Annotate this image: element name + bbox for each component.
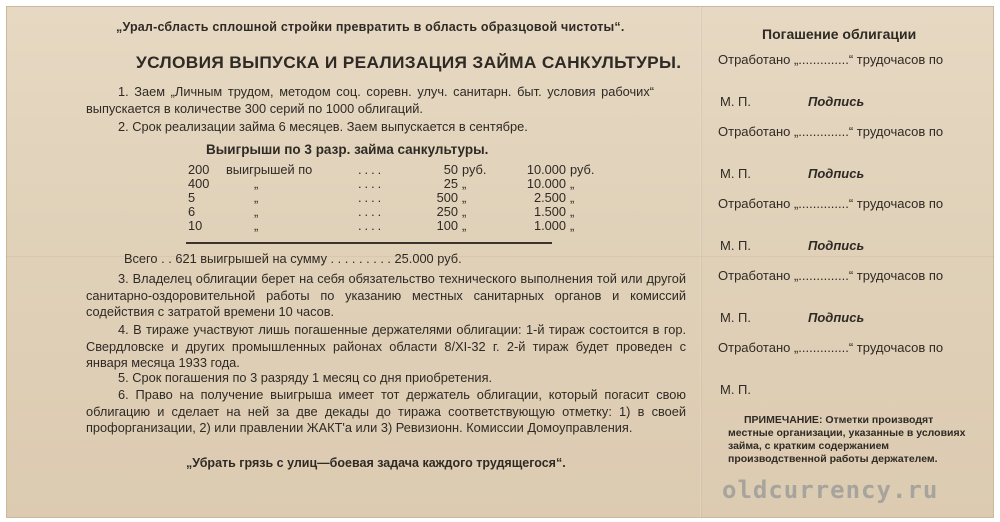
signature-label: Подпись — [808, 310, 865, 325]
prize-total-unit: „ — [570, 190, 575, 205]
prize-total: 1.000 — [533, 218, 566, 233]
prize-total-unit: руб. — [570, 162, 595, 177]
prize-total: 1.500 — [533, 204, 566, 219]
prize-unit: „ — [462, 190, 467, 205]
watermark-text: oldcurrency.ru — [722, 476, 939, 504]
condition-6: 6. Право на получение выигрыша имеет тот держатель облигации, который погасит свою облигацию и сделает на ней за две декады до тиража соответствующую отметку: 1) в своей профорганизации, 2) или правлении ЖАКТ'а или 3) Ревизионн. Комиссии Домоуправления. — [86, 387, 686, 435]
conditions-title: УСЛОВИЯ ВЫПУСКА И РЕАЛИЗАЦИЯ ЗАЙМА САНКУЛЬТУРЫ. — [136, 54, 682, 72]
signature-label: Подпись — [808, 238, 865, 253]
signature-label: Подпись — [808, 94, 865, 109]
total-divider — [186, 242, 552, 244]
prize-unit: „ — [462, 204, 467, 219]
prize-unit: руб. — [462, 162, 487, 177]
prize-dots: .... — [358, 218, 385, 233]
prize-amount: 250 — [436, 204, 458, 219]
prize-unit: „ — [462, 176, 467, 191]
condition-3: 3. Владелец облигации берет на себя обязательство технического выполнения той или другой санитарно-оздоровительной работы по указанию местных санитарных органов и комиссий содействия с затратой времени 10 часов. — [86, 271, 686, 319]
prize-table — [186, 163, 602, 233]
prize-label: „ — [254, 218, 259, 233]
prize-row — [186, 177, 602, 191]
stamp-label: М. П. — [720, 310, 752, 325]
prize-amount: 25 — [443, 176, 458, 191]
condition-1: 1. Заем „Личным трудом, методом соц. соревн. улуч. санитарн. быт. условия рабочих“ выпускается в количестве 300 серий по 1000 облигаций. — [86, 84, 654, 116]
prize-label: „ — [254, 190, 259, 205]
stamp-label: М. П. — [720, 94, 752, 109]
redemption-entry: Отработано „..............“ трудочасов по — [718, 124, 944, 139]
prize-unit: „ — [462, 218, 467, 233]
prize-total-row: Всего . . 621 выигрышей на сумму . . . . . . . . . 25.000 руб. — [124, 251, 462, 266]
prize-count: 6 — [188, 204, 196, 219]
stamp-label: М. П. — [720, 238, 752, 253]
signature-label: Подпись — [808, 166, 865, 181]
stamp-label: М. П. — [720, 382, 752, 397]
stamp-signature-row — [720, 94, 865, 109]
redemption-section — [704, 6, 994, 518]
stamp-signature-row — [720, 310, 865, 325]
prize-label: „ — [254, 176, 259, 191]
condition-5: 5. Срок погашения по 3 разряду 1 месяц со дня приобретения. — [118, 370, 493, 385]
prize-row — [186, 191, 602, 205]
prize-dots: .... — [358, 190, 385, 205]
prize-total: 10.000 — [526, 162, 566, 177]
prize-row — [186, 205, 602, 219]
prize-dots: .... — [358, 176, 385, 191]
condition-2: 2. Срок реализации займа 6 месяцев. Заем выпускается в сентябре. — [118, 119, 528, 134]
loan-conditions-section — [6, 6, 700, 518]
stamp-signature-row — [720, 166, 865, 181]
prize-dots: .... — [358, 162, 385, 177]
stamp-signature-row — [720, 238, 865, 253]
prize-count: 10 — [188, 218, 203, 233]
prize-total: 2.500 — [533, 190, 566, 205]
prize-amount: 500 — [436, 190, 458, 205]
condition-4: 4. В тираже участвуют лишь погашенные держателями облигации: 1-й тираж состоится в гор. Свердловске и других промышленных районах области 8/XI-32 г. 2-й тираж будет проведен с января месяца 1933 года. — [86, 322, 686, 370]
prize-total-unit: „ — [570, 204, 575, 219]
prize-amount: 100 — [436, 218, 458, 233]
slogan-bottom: „Убрать грязь с улиц—боевая задача каждого трудящегося“. — [186, 456, 566, 470]
prizes-heading: Выигрыши по 3 разр. займа санкультуры. — [206, 142, 489, 157]
prize-amount: 50 — [443, 162, 458, 177]
prize-total-unit: „ — [570, 176, 575, 191]
bond-back — [6, 6, 994, 518]
redemption-entry: Отработано „..............“ трудочасов по — [718, 268, 944, 283]
prize-row — [186, 163, 602, 177]
prize-total: 10.000 — [526, 176, 566, 191]
prize-row — [186, 219, 602, 233]
redemption-entry: Отработано „..............“ трудочасов по — [718, 340, 944, 355]
prize-count: 400 — [188, 176, 210, 191]
stamp-label: М. П. — [720, 166, 752, 181]
prize-total-unit: „ — [570, 218, 575, 233]
redemption-entry: Отработано „..............“ трудочасов по — [718, 52, 944, 67]
slogan-top: „Урал-сбласть сплошной стройки превратить в область образцовой чистоты“. — [116, 20, 625, 34]
fold-line-vertical — [700, 6, 702, 518]
prize-dots: .... — [358, 204, 385, 219]
redemption-note: ПРИМЕЧАНИЕ: Отметки производят местные организации, указанные в условиях займа, с кратким содержанием производственной работы держателем. — [728, 414, 966, 465]
prize-label: „ — [254, 204, 259, 219]
prize-count: 200 — [188, 162, 210, 177]
redemption-entry: Отработано „..............“ трудочасов по — [718, 196, 944, 211]
stamp-signature-row — [720, 382, 751, 397]
prize-count: 5 — [188, 190, 196, 205]
redemption-title: Погашение облигации — [762, 26, 917, 42]
prize-label: выигрышей по — [226, 162, 313, 177]
